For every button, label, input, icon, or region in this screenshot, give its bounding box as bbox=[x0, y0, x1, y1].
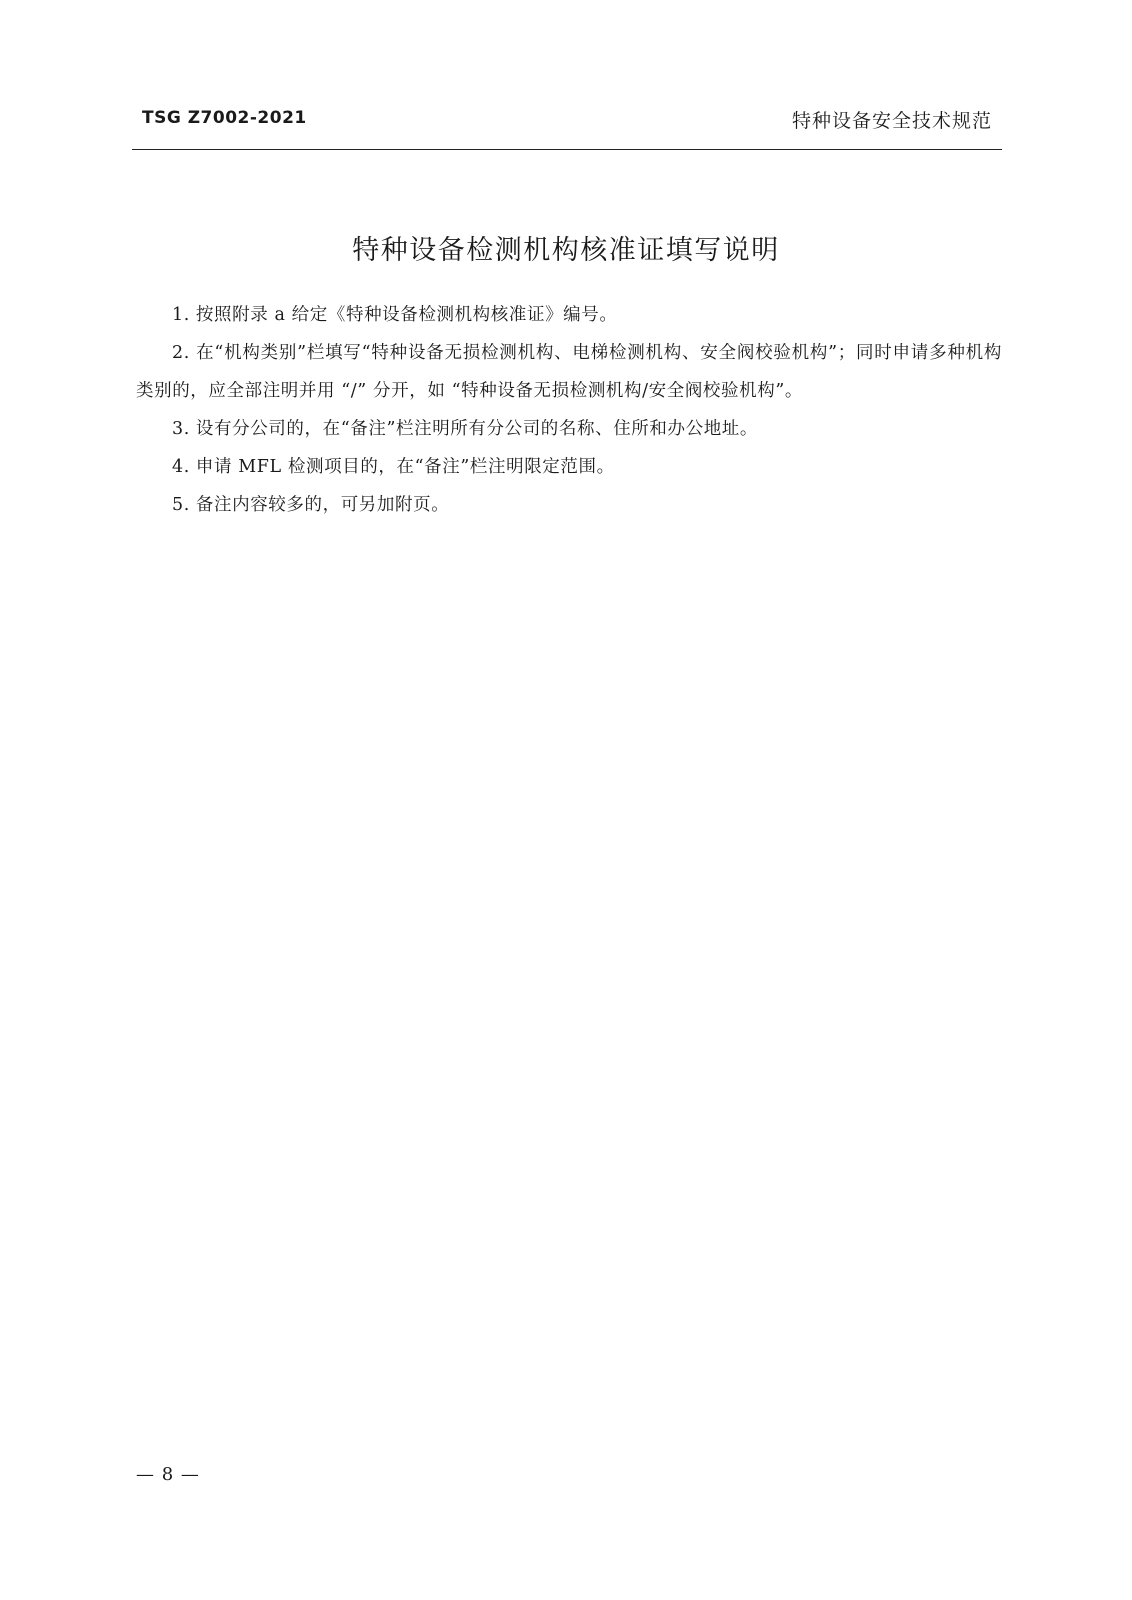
document-title: 特种设备检测机构核准证填写说明 bbox=[352, 235, 780, 266]
instruction-text: 设有分公司的，在“备注”栏注明所有分公司的名称、住所和办公地址。 bbox=[195, 419, 758, 439]
instruction-number: 5. bbox=[172, 495, 190, 515]
page-number: — 8 — bbox=[136, 1464, 200, 1485]
instruction-item bbox=[136, 410, 1002, 448]
instruction-item bbox=[136, 448, 1002, 486]
instruction-item bbox=[136, 486, 1002, 524]
header-divider bbox=[132, 149, 1002, 150]
instructions-list bbox=[136, 296, 1002, 524]
standard-category: 特种设备安全技术规范 bbox=[791, 110, 992, 132]
instruction-text: 备注内容较多的，可另加附页。 bbox=[195, 495, 450, 515]
instruction-number: 3. bbox=[172, 419, 190, 439]
instruction-text: 按照附录 a 给定《特种设备检测机构核准证》编号。 bbox=[195, 305, 618, 325]
instruction-item bbox=[136, 334, 1002, 410]
instruction-number: 1. bbox=[172, 305, 190, 325]
page-header bbox=[132, 104, 1002, 140]
instruction-text: 申请 MFL 检测项目的，在“备注”栏注明限定范围。 bbox=[195, 457, 615, 477]
instruction-number: 4. bbox=[172, 457, 190, 477]
instruction-item bbox=[136, 296, 1002, 334]
standard-code: TSG Z7002-2021 bbox=[142, 108, 307, 128]
instruction-text: 在“机构类别”栏填写“特种设备无损检测机构、电梯检测机构、安全阀校验机构”；同时申请多种机构类别的，应全部注明并用 “/” 分开，如 “特种设备无损检测机构/安全阀校验机构”。 bbox=[136, 343, 1002, 401]
instruction-number: 2. bbox=[172, 343, 190, 363]
